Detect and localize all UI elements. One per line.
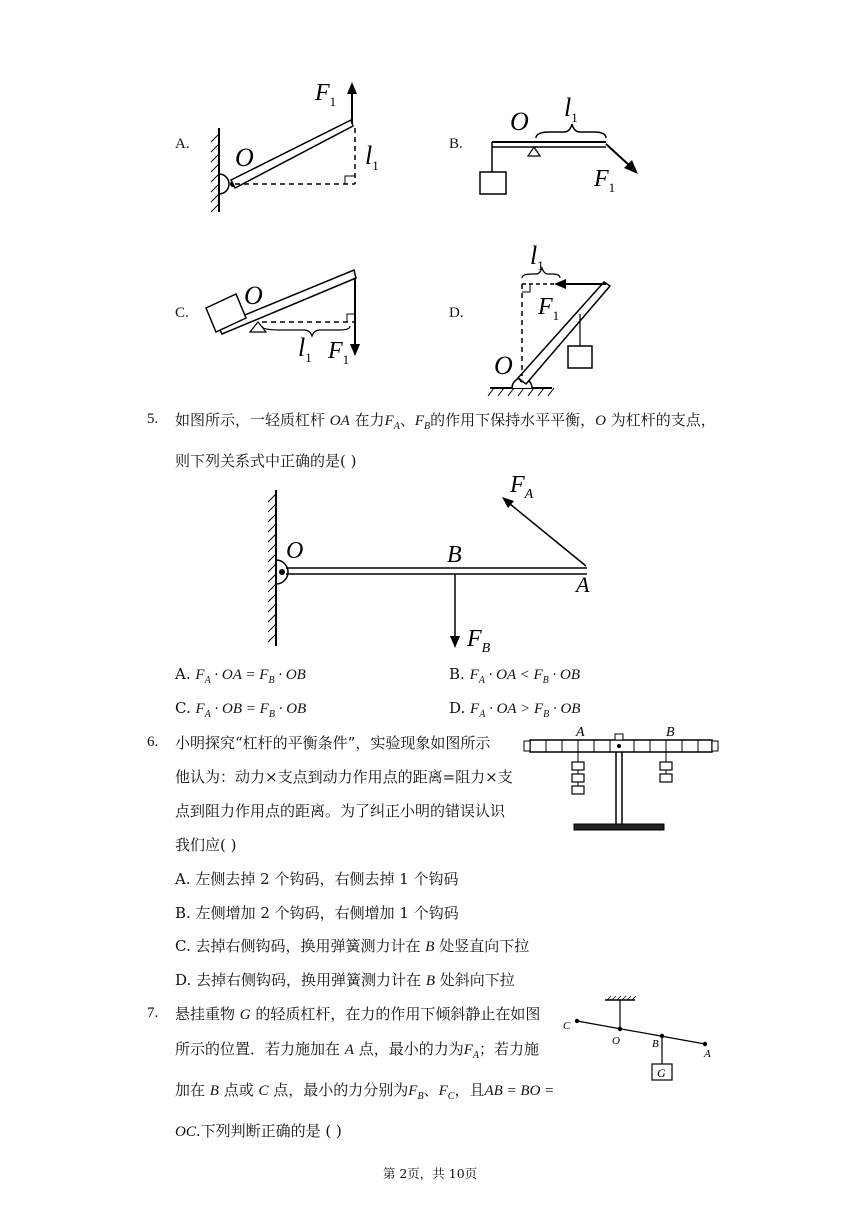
q4-option-d-letter: D. xyxy=(449,305,464,321)
q4b-pivot-label: O xyxy=(510,107,529,136)
q7-fig-A: A xyxy=(704,1048,711,1060)
q7-fig-O: O xyxy=(612,1035,620,1047)
q4-option-b-letter: B. xyxy=(449,136,463,152)
q7-figure xyxy=(555,988,725,1088)
q4-figure-d xyxy=(480,228,640,400)
q5-figure xyxy=(262,470,602,655)
q4d-pivot-label: O xyxy=(494,351,513,380)
q6-option-d[interactable]: D. 去掉右侧钩码，换用弹簧测力计在 B 处斜向下拉 xyxy=(175,971,515,989)
q5-fig-B: B xyxy=(447,542,462,568)
q7-stem-line3: 加在 B 点或 C 点，最小的力分别为$F_B$、$F_C$，且AB = BO = xyxy=(175,1081,555,1102)
q7-fig-B: B xyxy=(652,1038,659,1050)
q7-number: 7. xyxy=(147,1005,159,1021)
q4c-pivot-label: O xyxy=(244,281,263,310)
q5-fig-FB: $F_B$ xyxy=(467,626,491,655)
q5-fig-O: O xyxy=(286,538,304,564)
q7-stem xyxy=(175,997,555,1149)
q5-fig-A: A xyxy=(576,572,590,597)
q6-number: 6. xyxy=(147,734,159,750)
q4-option-c-letter: C. xyxy=(175,305,189,321)
q7-stem-line2: 所示的位置．若力施加在 A 点，最小的力为$F_A$；若力施 xyxy=(175,1040,540,1061)
q4-figure-c xyxy=(200,260,400,380)
q5-stem-line2: 则下列关系式中正确的是( ) xyxy=(175,452,357,470)
q4d-force-label: $F_1$ xyxy=(538,294,560,323)
q7-fig-C: C xyxy=(563,1020,571,1032)
q6-fig-A: A xyxy=(576,725,585,740)
q5-option-a-expr: $F_A$ · OA = $F_B$ · OB xyxy=(195,667,306,686)
q4a-arm-label: $l_1$ xyxy=(365,141,379,173)
q6-option-c[interactable]: C. 去掉右侧钩码，换用弹簧测力计在 B 处竖直向下拉 xyxy=(175,937,530,955)
q5-fig-FA: $F_A$ xyxy=(510,472,534,502)
q7-stem-line4: OC.下列判断正确的是 ( ) xyxy=(175,1122,342,1140)
q6-fig-B: B xyxy=(666,725,675,740)
q5-option-b[interactable]: B. $F_A$ · OA < $F_B$ · OB xyxy=(449,665,580,686)
q5-option-b-expr: $F_A$ · OA < $F_B$ · OB xyxy=(469,667,580,686)
q5-option-c-expr: $F_A$ · OB = $F_B$ · OB xyxy=(195,701,307,720)
page-footer: 第 2页，共 10页 xyxy=(382,1166,478,1181)
q5-number: 5. xyxy=(147,411,159,427)
q5-option-d-expr: $F_A$ · OA > $F_B$ · OB xyxy=(470,701,581,720)
q5-stem xyxy=(175,403,735,478)
q6-stem-line2: 他认为：动力×支点到动力作用点的距离=阻力×支 xyxy=(175,768,513,786)
q4-figure-b xyxy=(470,78,670,208)
q5-stem-line1: 如图所示，一轻质杠杆 OA 在力$F_A$、$F_B$的作用下保持水平平衡，O 为杠杆的支点， xyxy=(175,411,716,432)
q6-stem-line1: 小明探究“杠杆的平衡条件”，实验现象如图所示 xyxy=(175,734,491,752)
q4-figure-a xyxy=(205,70,405,220)
q6-stem-line4: 我们应( ) xyxy=(175,836,237,854)
q7-stem-line1: 悬挂重物 G 的轻质杠杆，在力的作用下倾斜静止在如图 xyxy=(175,1005,541,1023)
q5-option-a[interactable]: A. $F_A$ · OA = $F_B$ · OB xyxy=(175,665,306,686)
q5-option-d[interactable]: D. $F_A$ · OA > $F_B$ · OB xyxy=(449,699,581,720)
q4a-force-label: $F_1$ xyxy=(315,80,337,109)
q5-option-c[interactable]: C. $F_A$ · OB = $F_B$ · OB xyxy=(175,699,307,720)
q4c-force-label: $F_1$ xyxy=(328,338,350,367)
q6-figure xyxy=(520,724,720,836)
q4c-arm-label: $l_1$ xyxy=(298,333,312,365)
q4-option-a-letter: A. xyxy=(175,136,190,152)
q6-option-b[interactable]: B. 左侧增加 2 个钩码，右侧增加 1 个钩码 xyxy=(175,904,459,922)
q4a-pivot-label: O xyxy=(235,143,254,172)
q4d-arm-label: $l_1$ xyxy=(530,241,544,273)
q6-stem-line3: 点到阻力作用点的距离。为了纠正小明的错误认识 xyxy=(175,802,506,820)
q7-fig-G: G xyxy=(657,1066,666,1080)
q6-option-a[interactable]: A. 左侧去掉 2 个钩码，右侧去掉 1 个钩码 xyxy=(175,870,459,888)
q4b-arm-label: $l_1$ xyxy=(564,93,578,125)
q4b-force-label: $F_1$ xyxy=(594,166,616,195)
q6-stem xyxy=(175,726,520,862)
